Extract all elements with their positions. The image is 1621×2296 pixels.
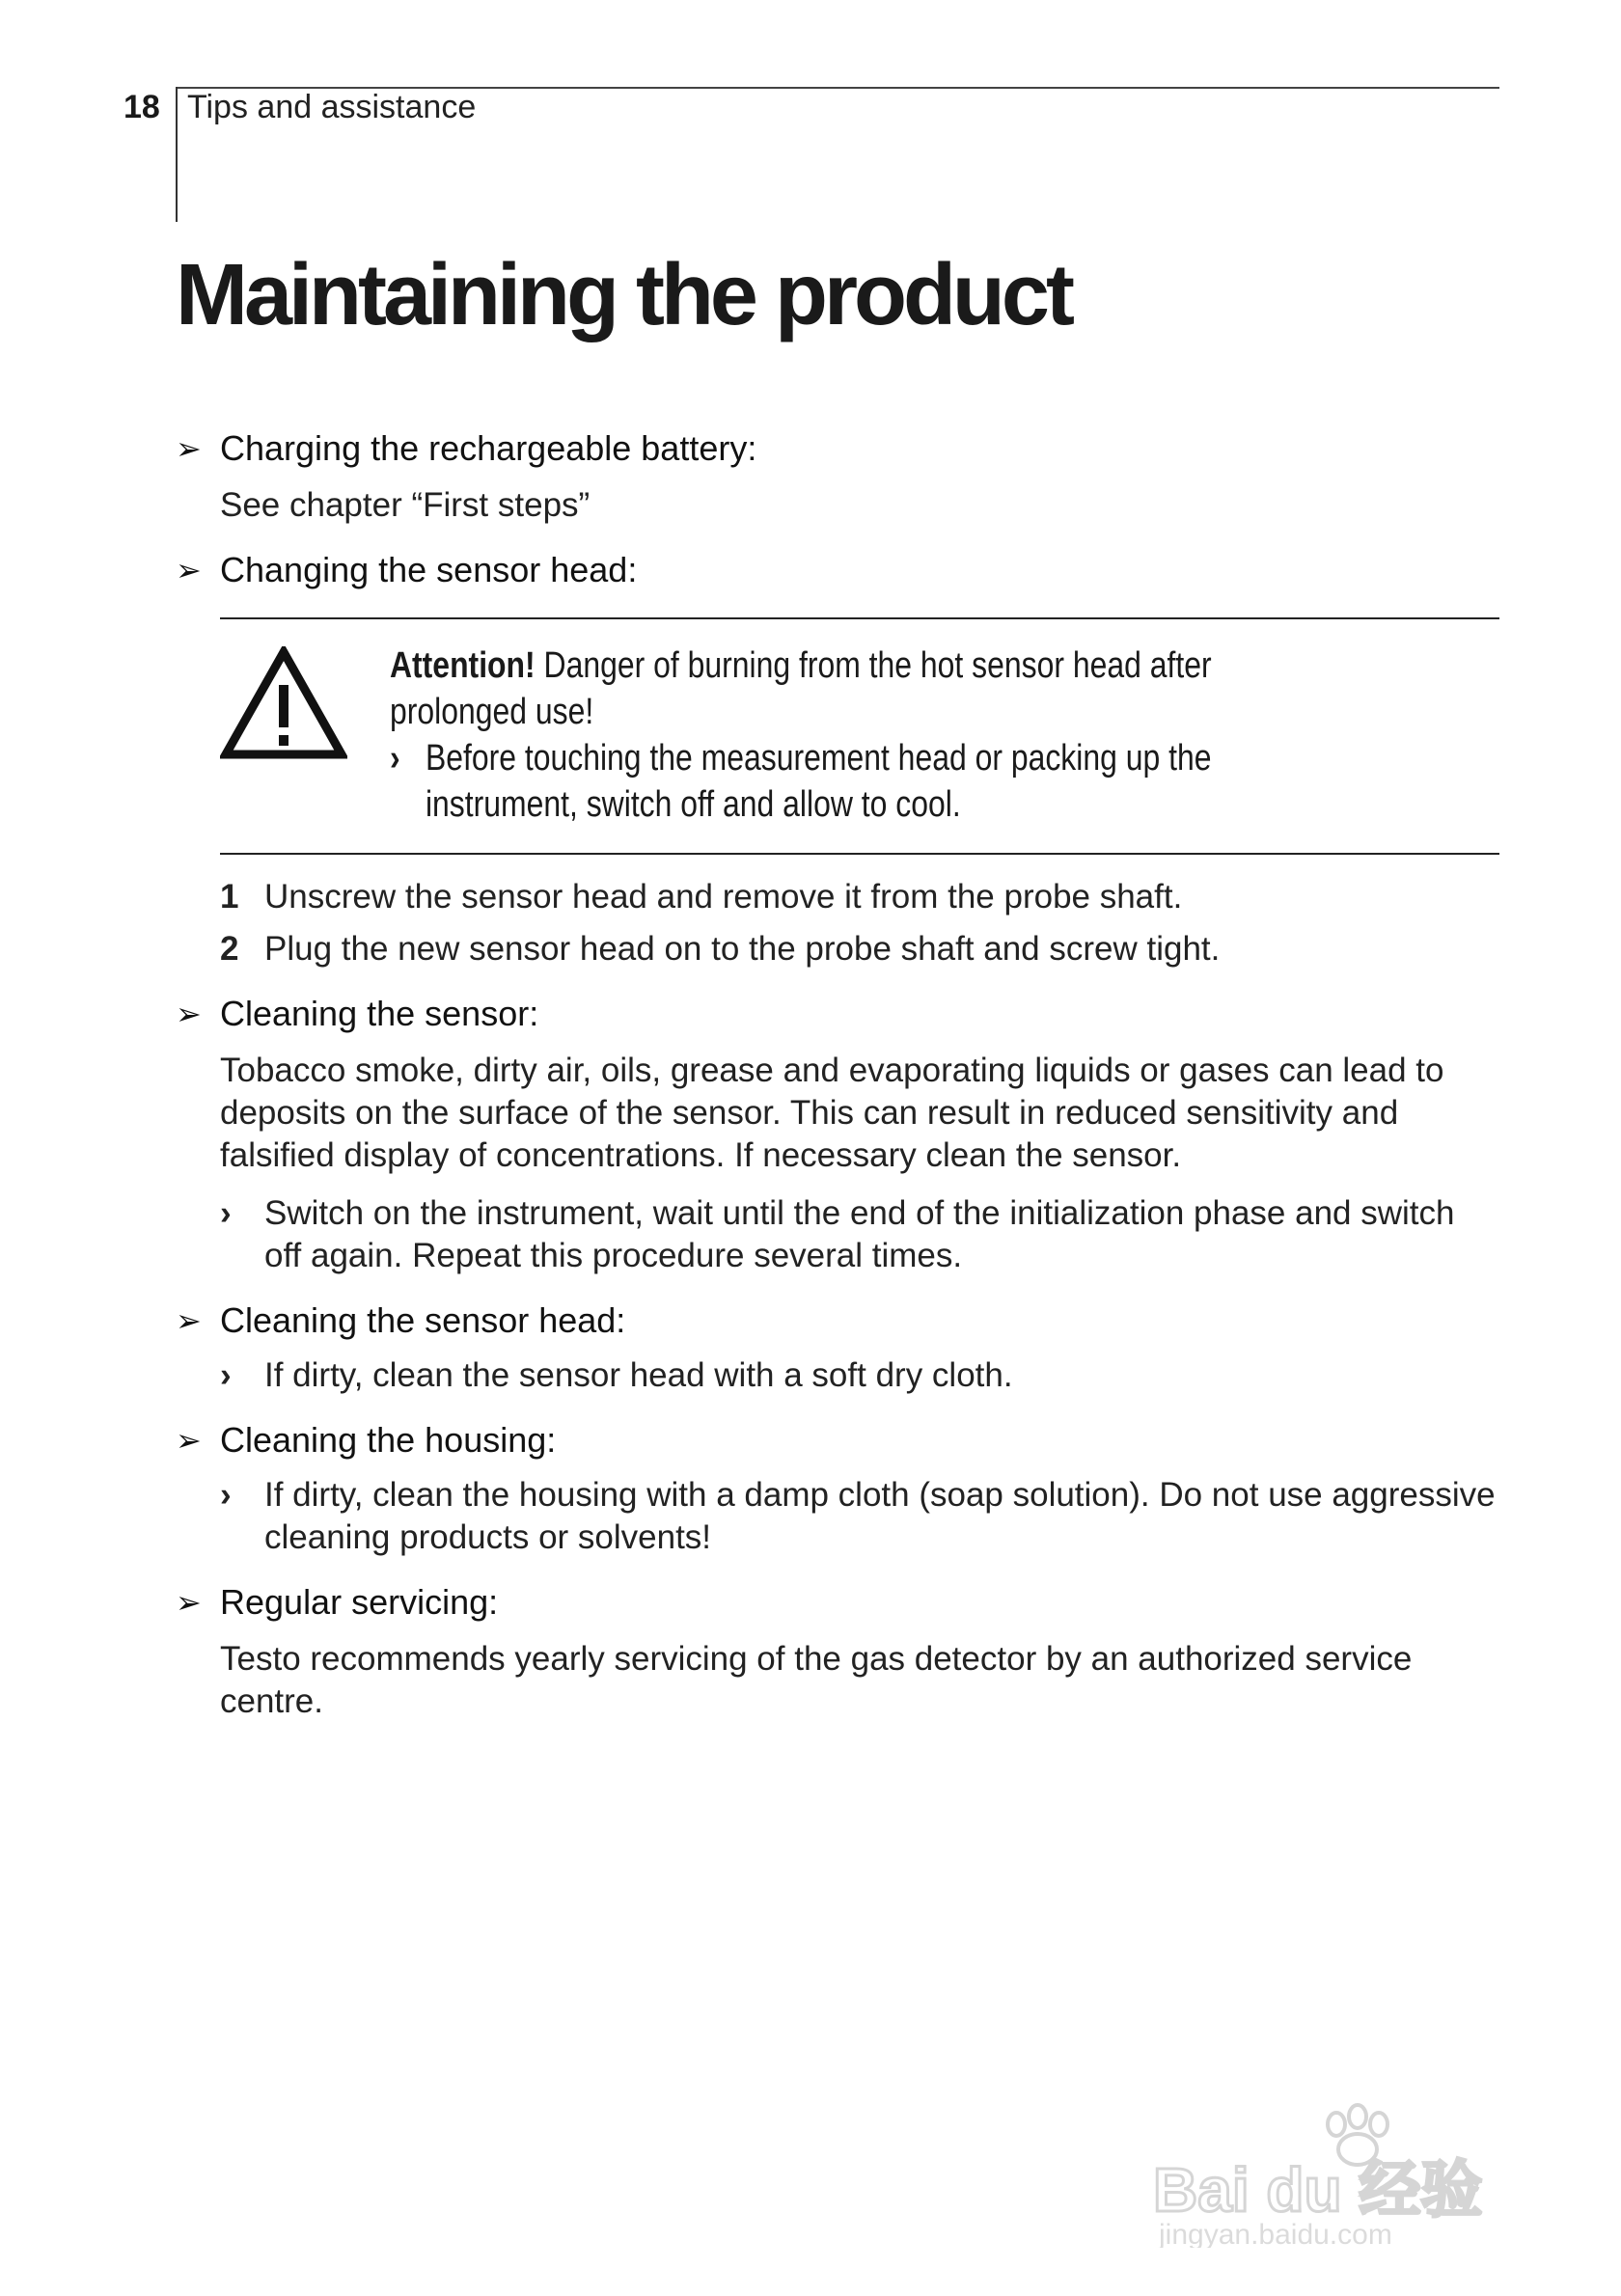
warning-bullet xyxy=(390,735,1322,828)
bullet-text: If dirty, clean the housing with a damp cloth (soap solution). Do not use aggressive cleaning products or solvents! xyxy=(264,1476,1496,1556)
heading-cleaning-housing xyxy=(176,1416,1499,1464)
heading-text: Cleaning the housing: xyxy=(220,1420,557,1460)
step-number: 1 xyxy=(220,878,239,916)
step-text: Unscrew the sensor head and remove it from the probe shaft. xyxy=(264,878,1183,916)
cleaning-sensor-head-bullet xyxy=(220,1354,1499,1397)
heading-text: Regular servicing: xyxy=(220,1582,499,1622)
cleaning-sensor-bullet xyxy=(220,1192,1499,1277)
warning-box xyxy=(220,617,1499,855)
heading-arrow-icon: ➢ xyxy=(176,997,202,1031)
heading-arrow-icon: ➢ xyxy=(176,1303,202,1338)
page-number: 18 xyxy=(124,89,160,125)
bullet-mark-icon: › xyxy=(220,1356,232,1394)
heading-servicing xyxy=(176,1578,1499,1626)
warning-text xyxy=(390,642,1322,828)
warning-bullet-text: Before touching the measurement head or packing up the instrument, switch off and allow to cool. xyxy=(425,738,1212,825)
bullet-mark-icon: › xyxy=(390,738,400,779)
step-text: Plug the new sensor head on to the probe shaft and screw tight. xyxy=(264,930,1221,968)
step-number: 2 xyxy=(220,930,239,968)
heading-text: Changing the sensor head: xyxy=(220,550,638,589)
heading-arrow-icon: ➢ xyxy=(176,1423,202,1458)
cleaning-sensor-text: Tobacco smoke, dirty air, oils, grease and evaporating liquids or gases can lead to deposits on the surface of the sensor. This can result in reduced sensitivity and falsified display of concentrations. If necessary clean the sensor. xyxy=(220,1052,1444,1174)
step-2 xyxy=(220,928,1499,970)
heading-arrow-icon: ➢ xyxy=(176,553,202,588)
bullet-mark-icon: › xyxy=(220,1194,232,1232)
servicing-text: Testo recommends yearly servicing of the gas detector by an authorized service centre. xyxy=(220,1640,1413,1720)
heading-charging xyxy=(176,424,1499,473)
heading-cleaning-sensor xyxy=(176,990,1499,1038)
warning-label: Attention! xyxy=(390,645,536,686)
heading-cleaning-sensor-head xyxy=(176,1297,1499,1345)
bullet-mark-icon: › xyxy=(220,1476,232,1514)
heading-text: Cleaning the sensor: xyxy=(220,994,539,1033)
watermark-url: jingyan.baidu.com xyxy=(1159,2219,1392,2248)
bullet-text: If dirty, clean the sensor head with a soft dry cloth. xyxy=(264,1356,1013,1394)
charging-text: See chapter “First steps” xyxy=(220,486,591,524)
heading-arrow-icon: ➢ xyxy=(176,1585,202,1620)
main-content xyxy=(176,405,1499,1723)
step-1 xyxy=(220,876,1499,918)
page-title: Maintaining the product xyxy=(176,247,1071,343)
heading-text: Charging the rechargeable battery: xyxy=(220,428,757,468)
section-label: Tips and assistance xyxy=(187,89,477,125)
warning-triangle-icon xyxy=(220,642,390,828)
baidu-watermark xyxy=(1153,2103,1539,2248)
watermark-brand: Bai du 经验 xyxy=(1153,2155,1483,2225)
warning-message: Danger of burning from the hot sensor head after prolonged use! xyxy=(390,645,1212,732)
cleaning-housing-bullet xyxy=(220,1474,1499,1559)
heading-arrow-icon: ➢ xyxy=(176,431,202,466)
heading-sensor-head-change xyxy=(176,546,1499,594)
bullet-text: Switch on the instrument, wait until the end of the initialization phase and switch off again. Repeat this procedure several times. xyxy=(264,1194,1455,1274)
heading-text: Cleaning the sensor head: xyxy=(220,1300,626,1340)
header-divider xyxy=(176,87,178,222)
